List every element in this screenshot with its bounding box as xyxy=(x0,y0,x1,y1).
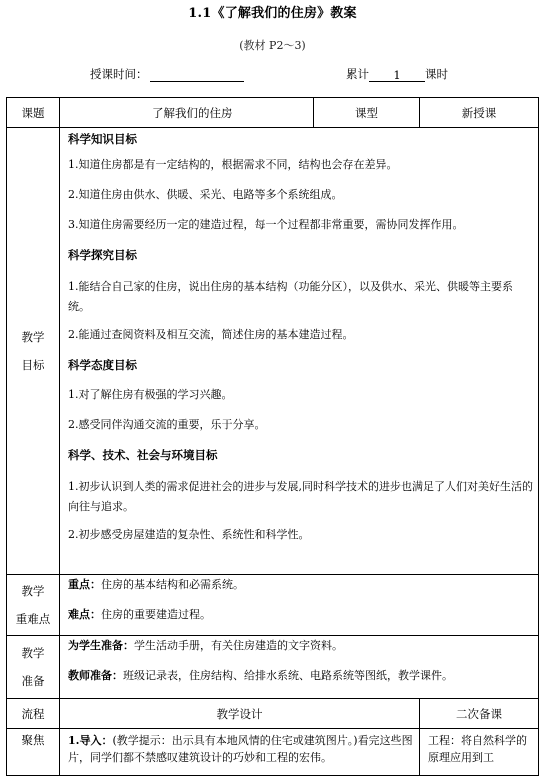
class-time-field xyxy=(90,66,244,82)
keypoints-label-cell xyxy=(7,575,60,636)
process-header-row xyxy=(7,699,539,729)
objective-item: 3.知道住房需要经历一定的建造过程，每一个过程都非常重要，需协同发挥作用。 xyxy=(68,218,464,231)
total-prefix: 累计 xyxy=(346,67,369,81)
objective-item: 1.能结合自己家的住房，说出住房的基本结构（功能分区），以及供水、采光、供暖等主要系统。 xyxy=(68,280,513,313)
objectives-row xyxy=(7,128,539,575)
focus-row xyxy=(7,729,539,776)
lesson-plan-table xyxy=(6,97,539,776)
process-notes-label: 二次备课 xyxy=(420,699,539,729)
objectives-content-cell xyxy=(60,128,539,575)
focus-notes-cell xyxy=(420,729,539,776)
topic-label-cell: 课题 xyxy=(7,98,60,128)
objective-item: 2.知道住房由供水、供暖、采光、电路等多个系统组成。 xyxy=(68,188,343,201)
objectives-label-line2: 目标 xyxy=(21,358,45,372)
prep-label-cell xyxy=(7,636,60,699)
objective-item: 1.初步认识到人类的需求促进社会的进步与发展,同时科学技术的进步也满足了人们对美好生活的向往与追求。 xyxy=(68,480,533,513)
keypoints-label-line1: 教学 xyxy=(21,584,45,598)
prep-content-cell xyxy=(60,636,539,699)
focus-content-cell xyxy=(60,729,420,776)
prep-row xyxy=(7,636,539,699)
process-design-label: 教学设计 xyxy=(60,699,420,729)
student-prep-label: 为学生准备： xyxy=(68,639,134,652)
document-subtitle: (教材 P2～3) xyxy=(239,39,306,52)
topic-value-cell: 了解我们的住房 xyxy=(60,98,314,128)
intro-label: 1.导入： xyxy=(68,734,113,747)
difficulty-label: 难点： xyxy=(68,608,101,621)
total-suffix: 课时 xyxy=(425,67,448,81)
total-value: 1 xyxy=(369,68,425,82)
objective-heading-knowledge: 科学知识目标 xyxy=(68,132,137,146)
focus-note-text: 工程：将自然科学的原理应用到工 xyxy=(428,734,527,764)
objective-item: 1.知道住房都是有一定结构的，根据需求不同，结构也会存在差异。 xyxy=(68,158,398,171)
objectives-label-line1: 教学 xyxy=(21,330,45,344)
focus-label-cell: 聚焦 xyxy=(7,729,60,776)
objectives-label-cell xyxy=(7,128,60,575)
key-point-text: 住房的基本结构和必需系统。 xyxy=(101,578,244,591)
process-col-label: 流程 xyxy=(7,699,60,729)
student-prep-text: 学生活动手册，有关住房建造的文字资料。 xyxy=(134,639,343,652)
teacher-prep-text: 班级记录表，住房结构、给排水系统、电路系统等图纸，教学课件。 xyxy=(123,669,453,682)
keypoints-content-cell xyxy=(60,575,539,636)
objective-heading-stse: 科学、技术、社会与环境目标 xyxy=(68,448,218,462)
keypoints-label-line2: 重难点 xyxy=(15,612,51,626)
objective-item: 2.能通过查阅资料及相互交流，简述住房的基本建造过程。 xyxy=(68,328,354,341)
objective-item: 1.对了解住房有极强的学习兴趣。 xyxy=(68,388,233,401)
class-time-label: 授课时间： xyxy=(90,67,148,81)
document-title: 1.1《了解我们的住房》教案 xyxy=(188,6,357,21)
total-periods-field xyxy=(346,66,448,82)
intro-text: (教学提示：出示具有本地风情的住宅或建筑图片。)看完这些图片，同学们都不禁感叹建筑设计的巧妙和工程的宏伟。 xyxy=(68,734,413,764)
header-row xyxy=(7,98,539,128)
class-time-blank xyxy=(150,68,244,82)
objective-heading-inquiry: 科学探究目标 xyxy=(68,248,137,262)
type-value-cell: 新授课 xyxy=(420,98,539,128)
key-point-label: 重点： xyxy=(68,578,101,591)
prep-label-line1: 教学 xyxy=(21,646,45,660)
keypoints-row xyxy=(7,575,539,636)
objective-heading-attitude: 科学态度目标 xyxy=(68,358,137,372)
type-label-cell: 课型 xyxy=(314,98,420,128)
teacher-prep-label: 教师准备： xyxy=(68,669,123,682)
objective-item: 2.感受同伴沟通交流的重要，乐于分享。 xyxy=(68,418,266,431)
prep-label-line2: 准备 xyxy=(21,674,45,688)
difficulty-text: 住房的重要建造过程。 xyxy=(101,608,211,621)
objective-item: 2.初步感受房屋建造的复杂性、系统性和科学性。 xyxy=(68,528,310,541)
